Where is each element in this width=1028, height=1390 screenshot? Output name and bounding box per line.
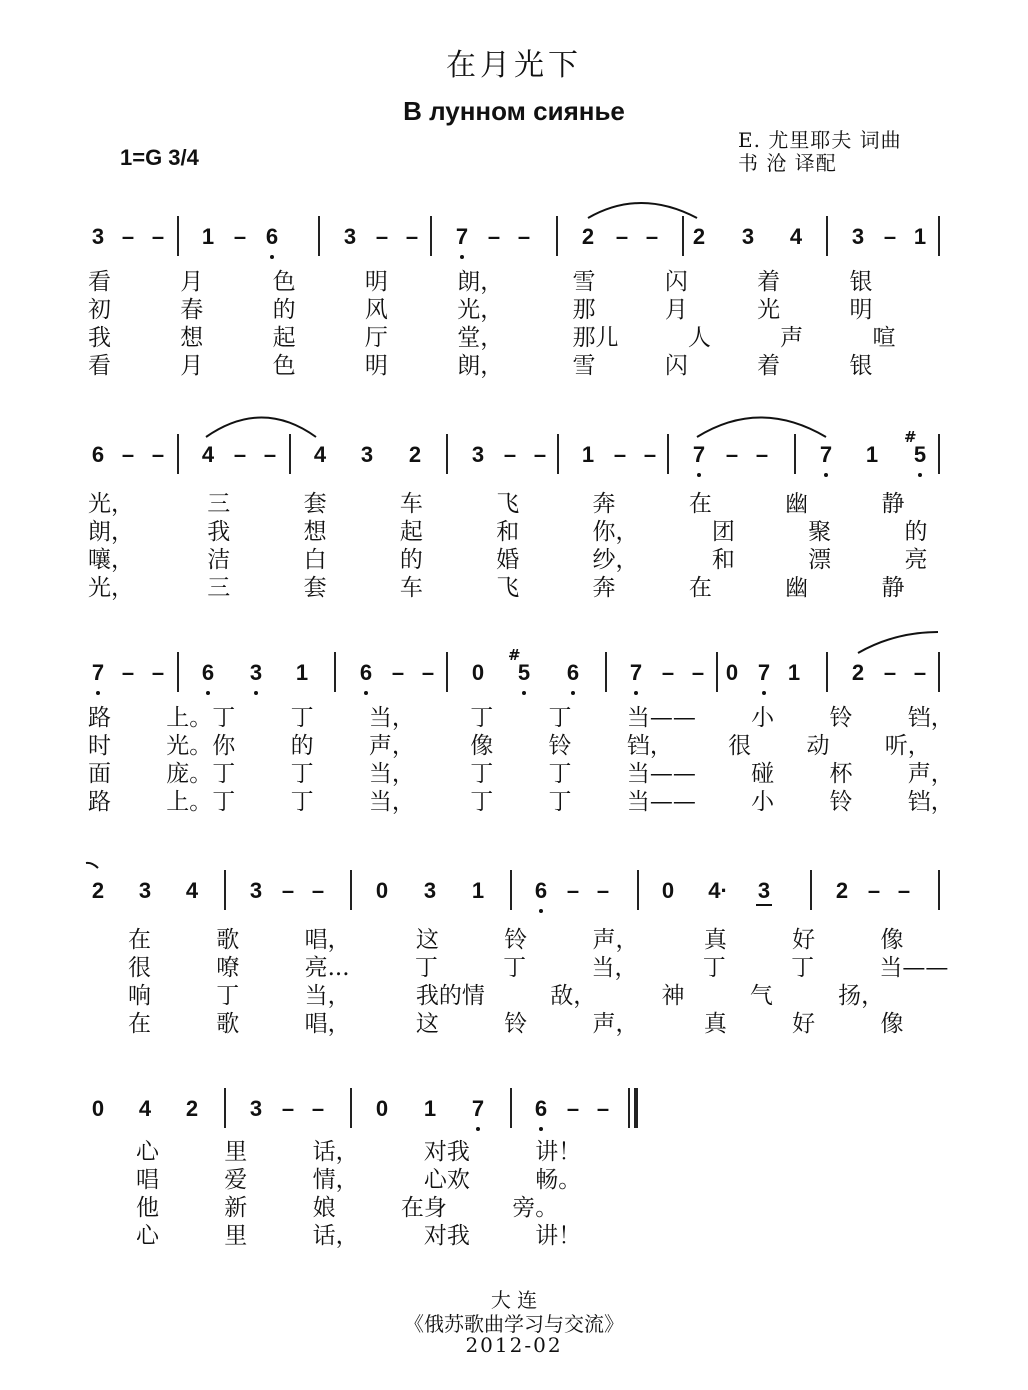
note: – xyxy=(661,660,675,685)
low-octave-dot xyxy=(697,473,701,477)
note: – xyxy=(566,878,580,903)
low-octave-dot xyxy=(460,255,464,259)
sharp-accidental: # xyxy=(904,428,917,446)
note: – xyxy=(233,442,247,467)
bar-line xyxy=(430,216,432,256)
lyrics-line-1 xyxy=(88,268,896,380)
lyrics-verse-3: 响 丁 当， 我的情 敌， 神 气 扬， xyxy=(128,983,885,1009)
note: – xyxy=(151,224,165,249)
bar-line xyxy=(350,1088,352,1128)
note: 4 xyxy=(313,442,327,467)
bar-line xyxy=(556,216,558,256)
note: – xyxy=(405,224,419,249)
lyrics-verse-4: 心 里 话， 对我 讲！ xyxy=(136,1223,582,1249)
note: 4 xyxy=(138,1096,152,1121)
low-octave-dot xyxy=(634,691,638,695)
note: 1 xyxy=(913,224,927,249)
note: – xyxy=(913,660,927,685)
note: – xyxy=(691,660,705,685)
low-octave-dot xyxy=(539,909,543,913)
lyrics-verse-2: 很 嘹 亮... 丁 丁 当， 丁 丁 当—— xyxy=(128,955,949,981)
song-subtitle-russian: В лунном сиянье xyxy=(403,96,625,126)
low-octave-dot xyxy=(539,1127,543,1131)
bar-line xyxy=(826,652,828,692)
bar-line xyxy=(510,1088,512,1128)
bar-line xyxy=(637,870,639,910)
note: – xyxy=(421,660,435,685)
note: – xyxy=(281,878,295,903)
low-octave-dot xyxy=(762,691,766,695)
note: – xyxy=(281,1096,295,1121)
note: – xyxy=(883,660,897,685)
note: 3 xyxy=(249,660,263,685)
low-octave-dot xyxy=(254,691,258,695)
bar-line xyxy=(716,652,718,692)
bar-line xyxy=(794,434,796,474)
note: – xyxy=(121,224,135,249)
note: 4 xyxy=(201,442,215,467)
low-octave-dot xyxy=(364,691,368,695)
note: 1 xyxy=(581,442,595,467)
note: – xyxy=(867,878,881,903)
note: 3 xyxy=(249,1096,263,1121)
note: 6 xyxy=(201,660,215,685)
note: 1 xyxy=(423,1096,437,1121)
note: 3 xyxy=(343,224,357,249)
note: 2 xyxy=(408,442,422,467)
note: 0 xyxy=(661,878,675,903)
low-octave-dot xyxy=(476,1127,480,1131)
bar-line xyxy=(682,216,684,256)
bar-line xyxy=(177,434,179,474)
bar-line xyxy=(177,652,179,692)
final-bar-line-thin xyxy=(628,1088,630,1128)
sharp-accidental: # xyxy=(508,646,521,664)
lyrics-verse-4: 看 月 色 明 朗， 雪 闪 着 银 xyxy=(88,353,873,379)
lyrics-verse-1: 光， 三 套 车 飞 奔 在 幽 静 xyxy=(88,491,905,517)
lyrics-verse-4: 光， 三 套 车 飞 奔 在 幽 静 xyxy=(88,575,905,601)
lyrics-verse-3: 他 新 娘 在身 旁。 xyxy=(136,1195,559,1221)
bar-line xyxy=(510,870,512,910)
note: 2 xyxy=(91,878,105,903)
note: 3 xyxy=(423,878,437,903)
note: 3 xyxy=(138,878,152,903)
note: – xyxy=(645,224,659,249)
note: 2 xyxy=(581,224,595,249)
note: 3 xyxy=(91,224,105,249)
bar-line xyxy=(334,652,336,692)
note: 0 xyxy=(725,660,739,685)
note: 1 xyxy=(787,660,801,685)
footer-date: 2012-02 xyxy=(465,1333,563,1357)
note: – xyxy=(233,224,247,249)
lyrics-verse-1: 看 月 色 明 朗， 雪 闪 着 银 xyxy=(88,269,873,295)
note: – xyxy=(517,224,531,249)
lyrics-verse-4: 在 歌 唱， 这 铃 声， 真 好 像 xyxy=(128,1011,904,1037)
note: 6 xyxy=(534,878,548,903)
note: 7 xyxy=(819,442,833,467)
bar-line xyxy=(350,870,352,910)
note: 6 xyxy=(566,660,580,685)
song-title: 在月光下 xyxy=(446,48,582,83)
footer-publication: 《俄苏歌曲学习与交流》 xyxy=(404,1312,624,1336)
final-bar-line-thick xyxy=(634,1088,638,1128)
bar-line xyxy=(289,434,291,474)
low-octave-dot xyxy=(270,255,274,259)
lyrics-verse-1: 心 里 话， 对我 讲！ xyxy=(136,1139,582,1165)
note: – xyxy=(533,442,547,467)
note: 6 xyxy=(265,224,279,249)
note: – xyxy=(897,878,911,903)
footer-city: 大 连 xyxy=(490,1288,538,1312)
note: 4· xyxy=(708,878,728,903)
note: 0 xyxy=(375,878,389,903)
bar-line xyxy=(938,216,940,256)
bar-line xyxy=(177,216,179,256)
note: 7 xyxy=(455,224,469,249)
note: 1 xyxy=(295,660,309,685)
note: 3 xyxy=(249,878,263,903)
bar-line xyxy=(224,870,226,910)
bar-line xyxy=(446,652,448,692)
note: 3 xyxy=(360,442,374,467)
bar-line xyxy=(318,216,320,256)
note: 2 xyxy=(185,1096,199,1121)
note: 2 xyxy=(851,660,865,685)
note: – xyxy=(121,660,135,685)
note: 3 xyxy=(741,224,755,249)
low-octave-dot xyxy=(571,691,575,695)
bar-line xyxy=(557,434,559,474)
note: 5 xyxy=(913,442,927,467)
note: 0 xyxy=(375,1096,389,1121)
note: – xyxy=(613,442,627,467)
eighth-underline xyxy=(756,904,772,906)
lyrics-line-5 xyxy=(136,1138,581,1250)
note: 5 xyxy=(517,660,531,685)
lyrics-verse-4: 路 上。丁 丁 当， 丁 丁 当—— 小 铃 铛， xyxy=(88,789,954,815)
note: 3 xyxy=(471,442,485,467)
note: 6 xyxy=(534,1096,548,1121)
lyrics-verse-2: 初 春 的 风 光， 那 月 光 明 xyxy=(88,297,873,323)
note: – xyxy=(615,224,629,249)
note: – xyxy=(725,442,739,467)
key-time-signature: 1=G 3/4 xyxy=(120,145,199,170)
lyrics-verse-2: 唱 爱 情， 心欢 畅。 xyxy=(136,1167,582,1193)
note: – xyxy=(151,660,165,685)
note: – xyxy=(755,442,769,467)
note: – xyxy=(596,878,610,903)
bar-line xyxy=(938,870,940,910)
note: 7 xyxy=(91,660,105,685)
note: – xyxy=(391,660,405,685)
note: 0 xyxy=(91,1096,105,1121)
note: – xyxy=(151,442,165,467)
note: 1 xyxy=(865,442,879,467)
note: – xyxy=(503,442,517,467)
note: – xyxy=(566,1096,580,1121)
low-octave-dot xyxy=(96,691,100,695)
credit-author: E. 尤里耶夫 词曲 xyxy=(738,128,902,152)
lyrics-verse-2: 时 光。你 的 声， 像 铃 铛， 很 动 听， xyxy=(88,733,931,759)
note: – xyxy=(883,224,897,249)
note: 7 xyxy=(692,442,706,467)
lyrics-verse-3: 我 想 起 厅 堂， 那儿 人 声 喧 xyxy=(88,325,896,351)
note: 4 xyxy=(789,224,803,249)
note: – xyxy=(487,224,501,249)
bar-line xyxy=(667,434,669,474)
note: – xyxy=(596,1096,610,1121)
note: 7 xyxy=(757,660,771,685)
note: – xyxy=(121,442,135,467)
note: 2 xyxy=(692,224,706,249)
note: 4 xyxy=(185,878,199,903)
note: 7 xyxy=(629,660,643,685)
bar-line xyxy=(938,652,940,692)
lyrics-line-3 xyxy=(88,704,954,816)
low-octave-dot xyxy=(522,691,526,695)
note: 1 xyxy=(201,224,215,249)
bar-line xyxy=(826,216,828,256)
note: 2 xyxy=(835,878,849,903)
note: – xyxy=(311,1096,325,1121)
note: – xyxy=(263,442,277,467)
note: – xyxy=(643,442,657,467)
note: 6 xyxy=(91,442,105,467)
lyrics-verse-1: 在 歌 唱， 这 铃 声， 真 好 像 xyxy=(128,927,904,953)
bar-line xyxy=(938,434,940,474)
lyrics-line-2 xyxy=(88,490,928,602)
bar-line xyxy=(605,652,607,692)
credit-translator: 书 沧 译配 xyxy=(738,151,837,175)
note: 1 xyxy=(471,878,485,903)
bar-line xyxy=(224,1088,226,1128)
note: 3 xyxy=(851,224,865,249)
note: 6 xyxy=(359,660,373,685)
low-octave-dot xyxy=(824,473,828,477)
lyrics-verse-3: 面 庞。丁 丁 当， 丁 丁 当—— 碰 杯 声， xyxy=(88,761,954,787)
low-octave-dot xyxy=(918,473,922,477)
lyrics-verse-1: 路 上。丁 丁 当， 丁 丁 当—— 小 铃 铛， xyxy=(88,705,954,731)
note: 7 xyxy=(471,1096,485,1121)
lyrics-verse-2: 朗， 我 想 起 和 你， 团 聚 的 xyxy=(88,519,928,545)
bar-line xyxy=(446,434,448,474)
low-octave-dot xyxy=(206,691,210,695)
lyrics-verse-3: 嚷， 洁 白 的 婚 纱， 和 漂 亮 xyxy=(88,547,928,573)
note: 3 xyxy=(757,878,771,903)
note: – xyxy=(311,878,325,903)
bar-line xyxy=(810,870,812,910)
note: – xyxy=(375,224,389,249)
note: 0 xyxy=(471,660,485,685)
lyrics-line-4 xyxy=(128,926,948,1038)
